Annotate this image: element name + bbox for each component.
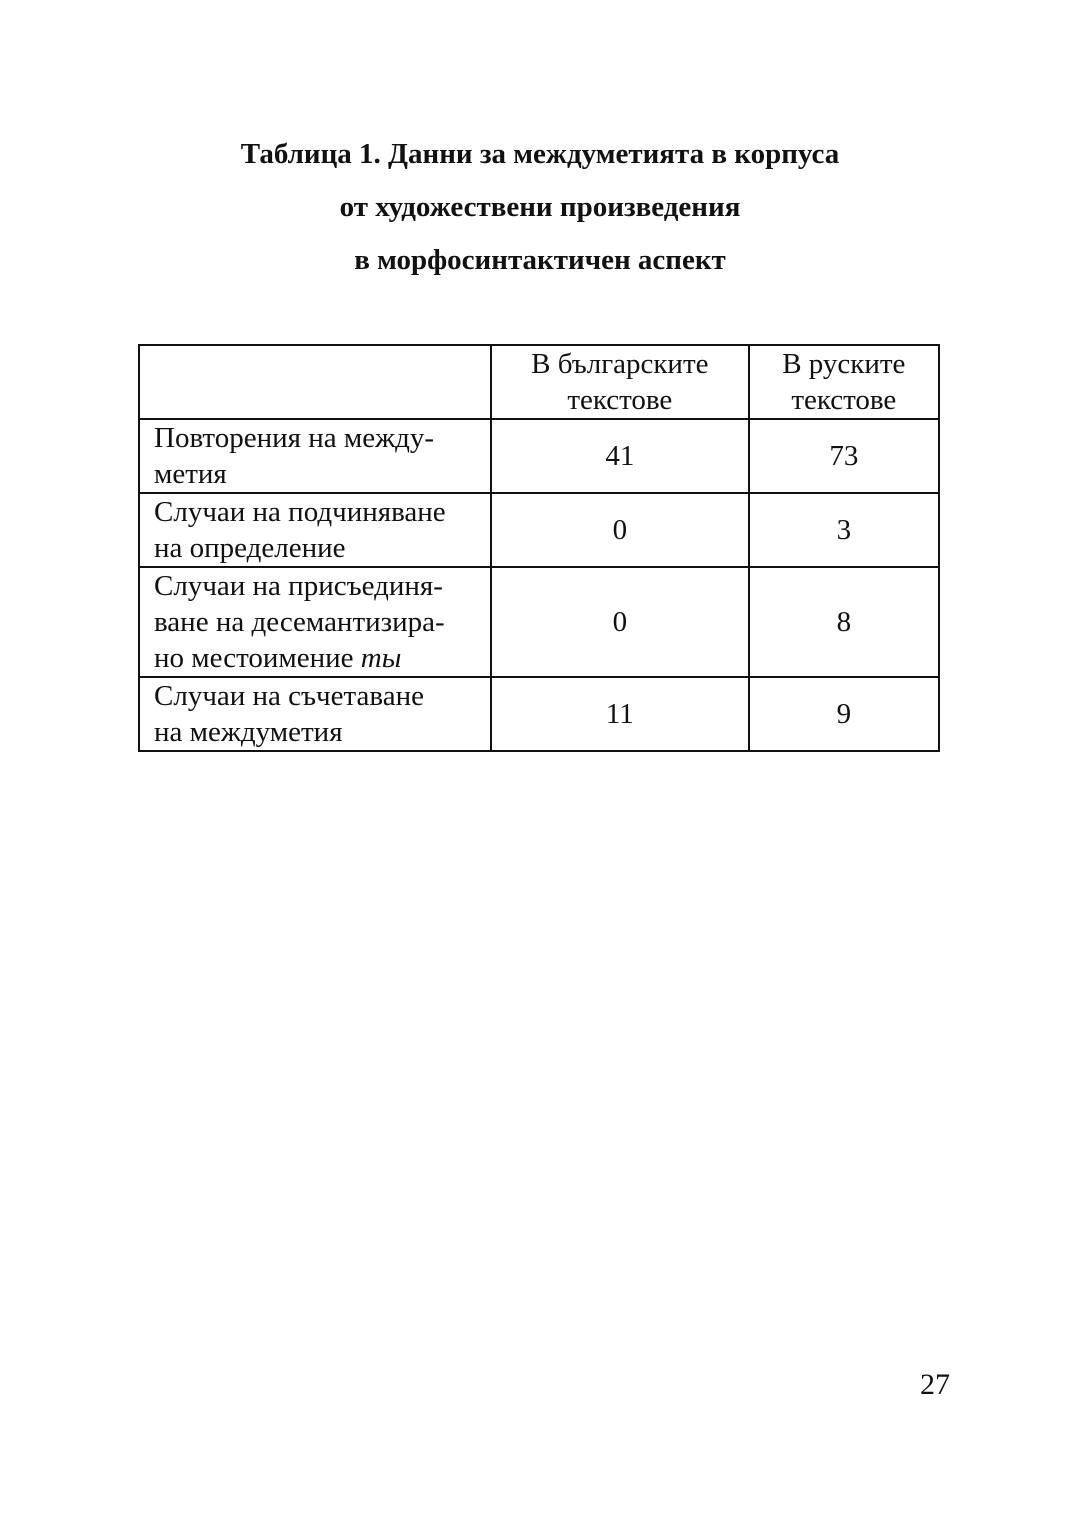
bulgarian-value: 0 (491, 493, 749, 567)
header-bulgarian-line-2: текстове (567, 384, 673, 416)
row-label-line: Случаи на подчиняване (154, 496, 446, 528)
russian-value: 73 (749, 419, 939, 493)
caption-line-2: от художествени произведения (339, 191, 741, 223)
row-label-line (154, 640, 476, 676)
table-row (139, 419, 939, 493)
bulgarian-value: 41 (491, 419, 749, 493)
row-label-line: метия (154, 458, 227, 490)
table-caption (0, 128, 1080, 287)
interjections-table (138, 344, 940, 752)
table-row (139, 493, 939, 567)
header-russian-line-1: В руските (782, 348, 906, 380)
row-label-subordination (139, 493, 491, 567)
header-bulgarian-texts (491, 345, 749, 419)
russian-value: 9 (749, 677, 939, 751)
row-label-line: на определение (154, 532, 346, 564)
bulgarian-value: 0 (491, 567, 749, 677)
caption-line-1: Таблица 1. Данни за междуметията в корпуса (240, 138, 840, 170)
row-label-italic-word: ты (360, 642, 402, 674)
row-label-adjoining (139, 567, 491, 677)
row-label-repetitions (139, 419, 491, 493)
row-label-text: но местоимение (154, 642, 361, 674)
table-header-row (139, 345, 939, 419)
header-russian-texts (749, 345, 939, 419)
row-label-line: на междуметия (154, 716, 343, 748)
table-row (139, 567, 939, 677)
row-label-line: Случаи на присъединя- (154, 570, 443, 602)
row-label-line: Случаи на съчетаване (154, 680, 424, 712)
header-bulgarian-line-1: В българските (531, 348, 709, 380)
russian-value: 3 (749, 493, 939, 567)
row-label-line: Повторения на между- (154, 422, 435, 454)
russian-value: 8 (749, 567, 939, 677)
header-russian-line-2: текстове (791, 384, 897, 416)
table-row (139, 677, 939, 751)
caption-line-3: в морфосинтактичен аспект (354, 244, 726, 276)
page-number: 27 (920, 1368, 950, 1401)
row-label-combination (139, 677, 491, 751)
header-empty-cell (139, 345, 491, 419)
bulgarian-value: 11 (491, 677, 749, 751)
row-label-line: ване на десемантизира- (154, 606, 445, 638)
